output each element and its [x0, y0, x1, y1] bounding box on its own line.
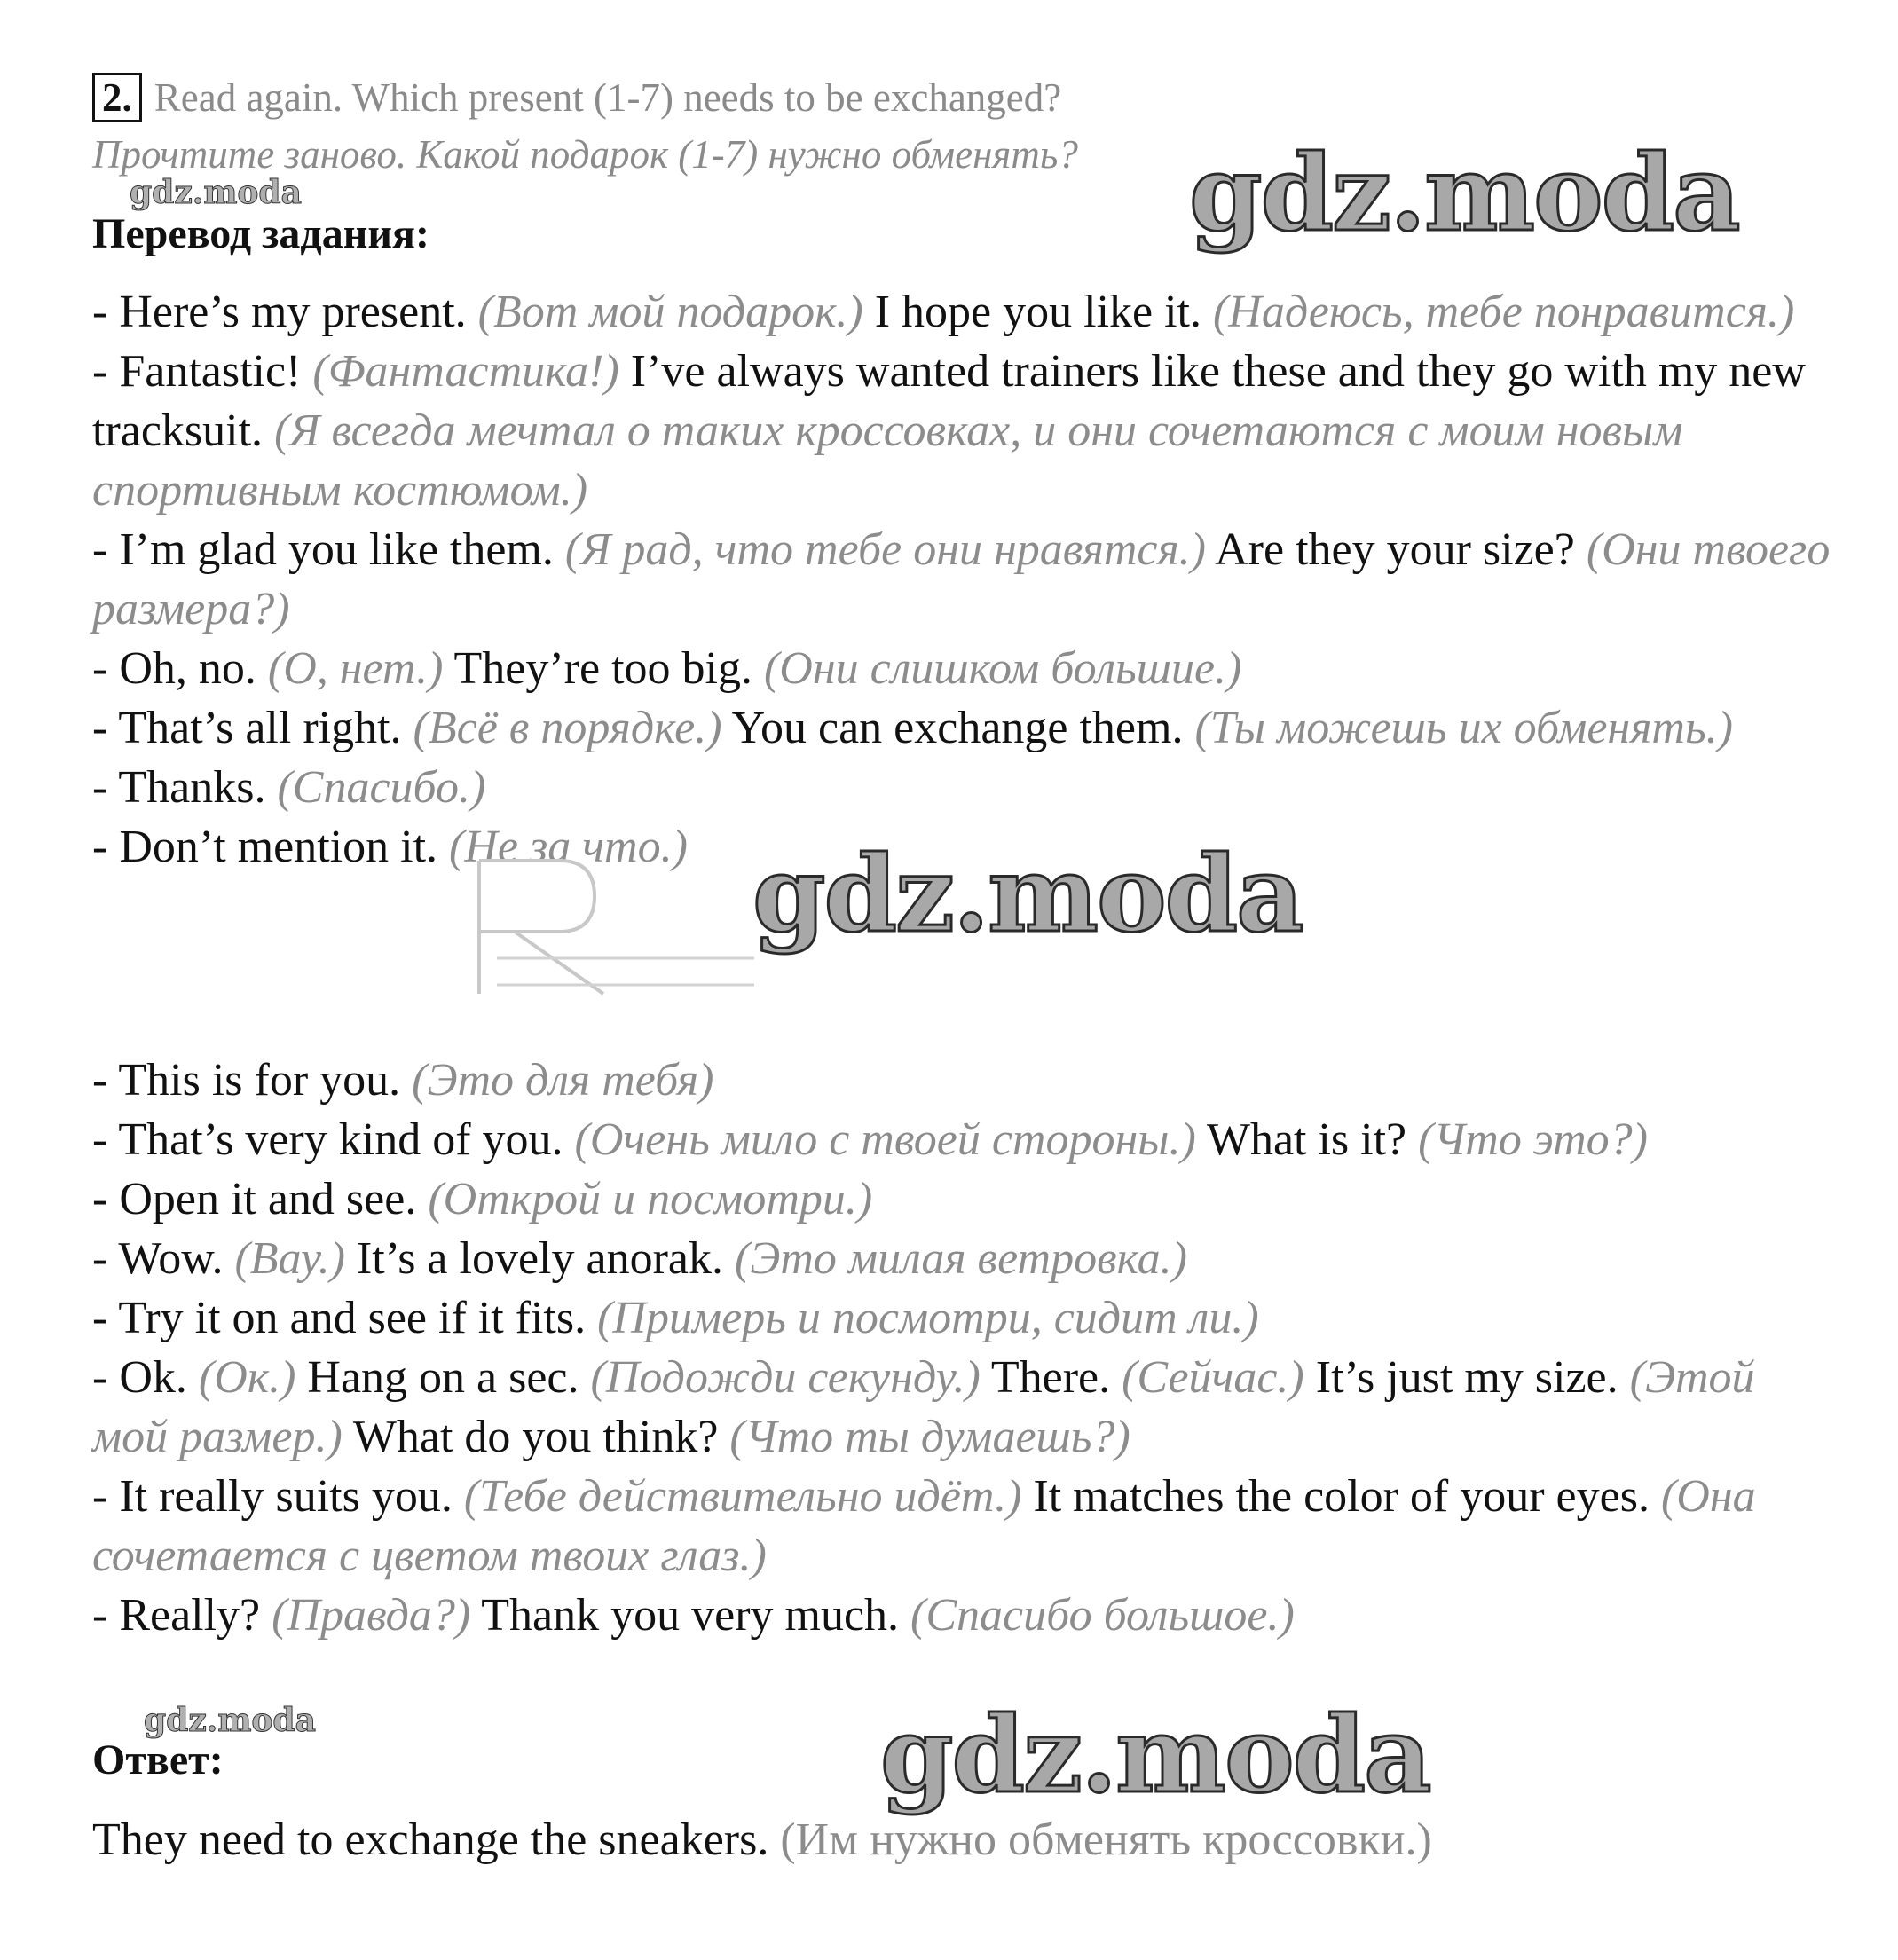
- watermark-large: gdz.moda: [880, 1693, 1430, 1816]
- english-text: I hope you like it.: [862, 287, 1213, 337]
- dialogue-line: [92, 1467, 1831, 1586]
- english-text: - Really?: [92, 1590, 272, 1641]
- translation-text: (Открой и посмотри.): [428, 1174, 873, 1224]
- watermark-small: gdz.moda: [130, 174, 302, 211]
- translation-text: (Спасибо большое.): [910, 1590, 1295, 1641]
- english-text: - Don’t mention it.: [92, 822, 450, 872]
- translation-text: (Я рад, что тебе они нравятся.): [564, 524, 1206, 575]
- translation-text: (Они твоего размера?): [92, 524, 1831, 634]
- english-text: - Here’s my present.: [92, 287, 478, 337]
- dialogue-line: [92, 639, 1831, 698]
- translation-text: (Тебе действительно идёт.): [463, 1471, 1022, 1522]
- english-text: - Thanks.: [92, 762, 278, 813]
- task-number: 2.: [92, 73, 142, 122]
- watermark-large: gdz.moda: [752, 832, 1303, 956]
- answer-text: [92, 1810, 1831, 1869]
- english-text: - This is for you.: [92, 1055, 413, 1106]
- task-instruction-ru: Прочтите заново. Какой подарок (1-7) нужно обменять?: [92, 132, 1078, 177]
- dialogue-line: [92, 1288, 1831, 1348]
- english-text: It’s a lovely anorak.: [344, 1233, 735, 1284]
- dialogue-1: [92, 282, 1831, 877]
- english-text: You can exchange them.: [721, 703, 1195, 753]
- dialogue-line: [92, 342, 1831, 520]
- watermark-small: gdz.moda: [144, 1702, 316, 1739]
- english-text: - It really suits you.: [92, 1471, 464, 1522]
- english-text: - Open it and see.: [92, 1174, 429, 1224]
- logo-watermark-icon: [461, 852, 781, 1003]
- english-text: - Try it on and see if it fits.: [92, 1293, 598, 1343]
- english-text: - Oh, no.: [92, 643, 268, 694]
- translation-text: (Всё в порядке.): [413, 703, 722, 753]
- translation-text: (Ты можешь их обменять.): [1194, 703, 1733, 753]
- translation-text: (Она сочетается с цветом твоих глаз.): [92, 1471, 1756, 1581]
- translation-heading: Перевод задания:: [92, 210, 429, 257]
- english-text: It matches the color of your eyes.: [1021, 1471, 1661, 1522]
- answer-en: They need to exchange the sneakers.: [92, 1814, 769, 1865]
- dialogue-line: [92, 698, 1831, 758]
- translation-text: (Не за что.): [449, 822, 688, 872]
- dialogue-line: [92, 1586, 1831, 1645]
- dialogue-line: [92, 758, 1831, 817]
- english-text: Thank you very much.: [470, 1590, 911, 1641]
- dialogue-2: [92, 1051, 1831, 1645]
- english-text: - Wow.: [92, 1233, 235, 1284]
- english-text: Hang on a sec.: [295, 1352, 591, 1403]
- english-text: - I’m glad you like them.: [92, 524, 565, 575]
- translation-text: (Что ты думаешь?): [729, 1412, 1130, 1462]
- translation-text: (Подожди секунду.): [590, 1352, 981, 1403]
- english-text: What is it?: [1195, 1114, 1419, 1165]
- translation-text: (Фантастика!): [312, 346, 619, 397]
- dialogue-line: [92, 1169, 1831, 1229]
- english-text: Are they your size?: [1205, 524, 1587, 575]
- english-text: I’ve always wanted trainers like these and they go with my new tracksuit.: [92, 346, 1806, 456]
- dialogue-line: [92, 1051, 1831, 1110]
- translation-text: (Вот мой подарок.): [477, 287, 863, 337]
- translation-text: (Надеюсь, тебе понравится.): [1212, 287, 1795, 337]
- translation-text: (Вау.): [234, 1233, 345, 1284]
- dialogue-line: [92, 1110, 1831, 1169]
- translation-text: (Ок.): [198, 1352, 296, 1403]
- translation-text: (О, нет.): [267, 643, 444, 694]
- english-text: What do you think?: [342, 1412, 730, 1462]
- english-text: - That’s very kind of you.: [92, 1114, 575, 1165]
- english-text: - Ok.: [92, 1352, 199, 1403]
- translation-text: (Сейчас.): [1122, 1352, 1304, 1403]
- dialogue-line: [92, 1229, 1831, 1288]
- answer-heading: Ответ:: [92, 1736, 224, 1783]
- translation-text: (Очень мило с твоей стороны.): [574, 1114, 1196, 1165]
- dialogue-line: [92, 1348, 1831, 1467]
- english-text: - That’s all right.: [92, 703, 413, 753]
- translation-text: (Это для тебя): [412, 1055, 714, 1106]
- translation-text: (Я всегда мечтал о таких кроссовках, и они сочетаются с моим новым спортивным костюмом.): [92, 405, 1683, 516]
- dialogue-line: [92, 520, 1831, 639]
- translation-text: (Они слишком большие.): [763, 643, 1242, 694]
- translation-text: (Этой мой размер.): [92, 1352, 1755, 1462]
- answer-ru: (Им нужно обменять кроссовки.): [780, 1814, 1432, 1865]
- task-instruction: Read again. Which present (1-7) needs to be exchanged?: [154, 75, 1062, 120]
- translation-text: (Что это?): [1418, 1114, 1648, 1165]
- translation-text: (Спасибо.): [277, 762, 486, 813]
- translation-text: (Примерь и посмотри, сидит ли.): [597, 1293, 1259, 1343]
- english-text: - Fantastic!: [92, 346, 313, 397]
- english-text: It’s just my size.: [1303, 1352, 1630, 1403]
- english-text: There.: [980, 1352, 1122, 1403]
- watermark-large: gdz.moda: [1189, 131, 1739, 255]
- translation-text: (Правда?): [272, 1590, 471, 1641]
- task-header: [92, 73, 1061, 122]
- english-text: They’re too big.: [443, 643, 764, 694]
- translation-text: (Это милая ветровка.): [734, 1233, 1187, 1284]
- dialogue-line: [92, 282, 1831, 342]
